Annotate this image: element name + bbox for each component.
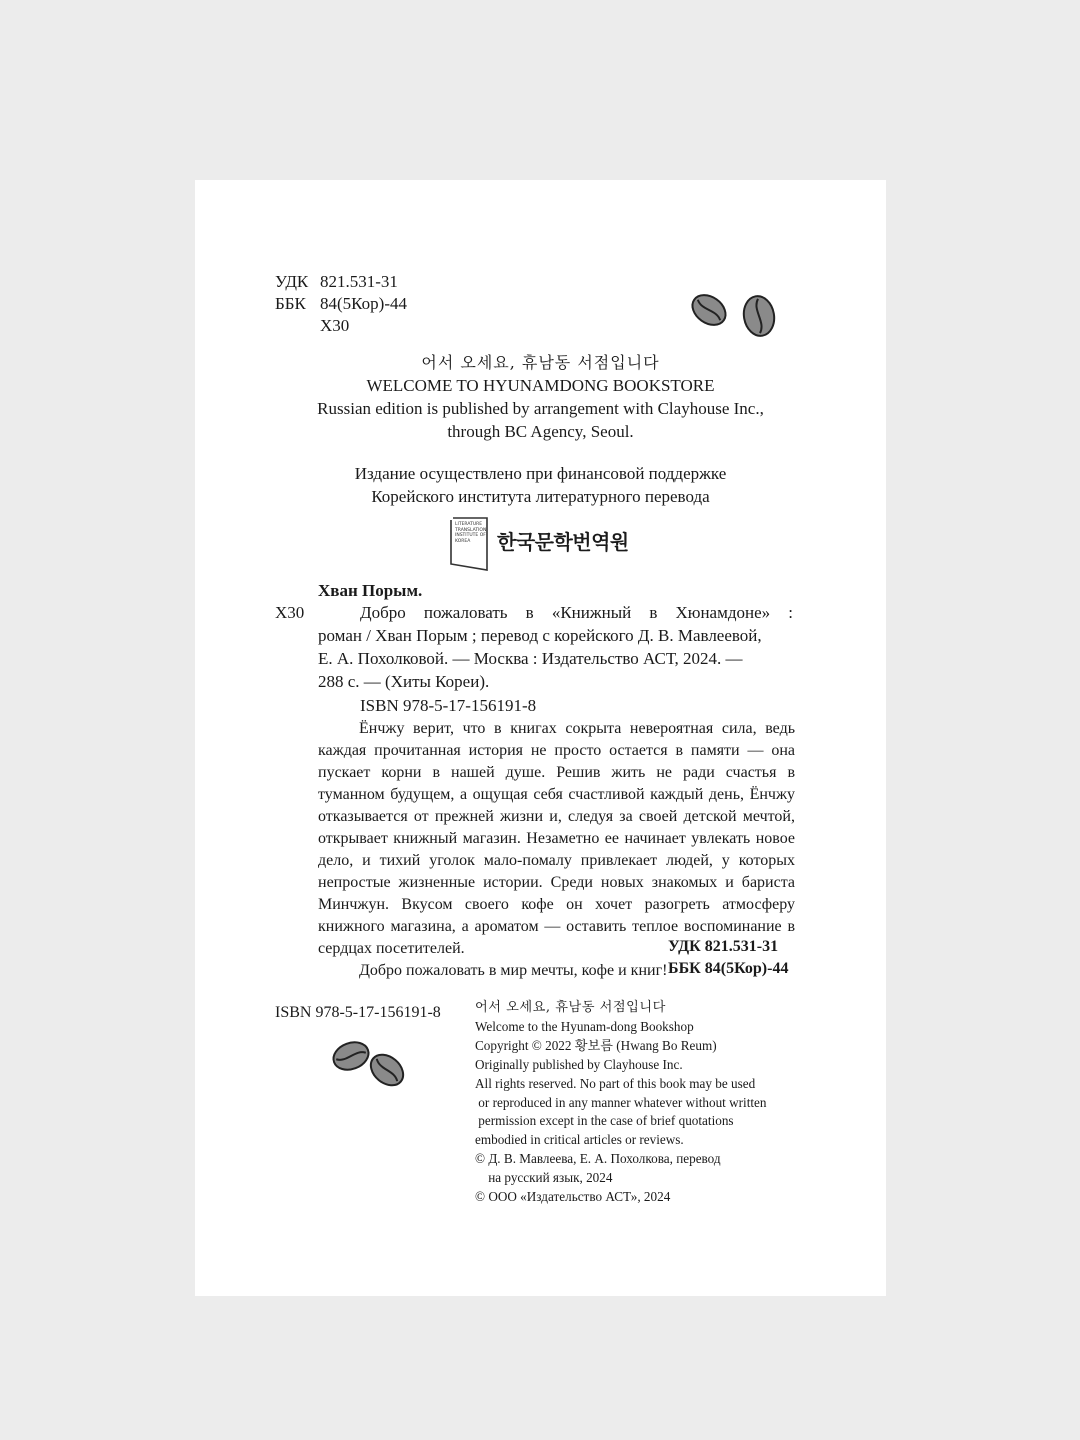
book-imprint-page bbox=[195, 180, 886, 1296]
copyright-line: or reproduced in any manner whatever without written bbox=[475, 1094, 767, 1110]
support-line: Корейского института литературного перевода bbox=[371, 487, 710, 506]
copyright-line: © Д. В. Мавлеева, Е. А. Похолкова, перевод bbox=[475, 1151, 721, 1167]
logo-label bbox=[455, 522, 489, 544]
copyright-block bbox=[475, 999, 815, 1207]
support-statement bbox=[195, 462, 886, 508]
logo-label-line: KOREA bbox=[455, 538, 471, 544]
classification-codes bbox=[668, 936, 788, 980]
footer-isbn: ISBN 978-5-17-156191-8 bbox=[275, 1004, 441, 1021]
index-label bbox=[275, 314, 320, 336]
logo-label-line: LITERATURE bbox=[455, 522, 483, 527]
coffee-beans-icon bbox=[329, 1036, 413, 1092]
bibliographic-description bbox=[318, 601, 793, 693]
udk-code: УДК 821.531-31 bbox=[668, 938, 779, 955]
copyright-line: Originally published by Clayhouse Inc. bbox=[475, 1056, 683, 1072]
bbk-code: ББК 84(5Кор)-44 bbox=[668, 960, 789, 977]
biblio-line: 288 с. — (Хиты Кореи). bbox=[318, 672, 490, 691]
index-value: 84(5Кор)-44 bbox=[320, 294, 407, 313]
index-value: Х30 bbox=[320, 316, 350, 335]
logo-label-line: TRANSLATION bbox=[455, 527, 487, 533]
copyright-line: 어서 오세요, 휴남동 서점입니다 bbox=[475, 1000, 666, 1015]
english-title: WELCOME TO HYUNAMDONG BOOKSTORE bbox=[366, 376, 715, 395]
index-row bbox=[275, 292, 475, 314]
annotation-closing: Добро пожаловать в мир мечты, кофе и книг! bbox=[359, 962, 668, 979]
copyright-line: на русский язык, 2024 bbox=[475, 1170, 613, 1186]
classification-index bbox=[275, 270, 475, 336]
copyright-line: All rights reserved. No part of this book may be used bbox=[475, 1075, 756, 1091]
support-line: Издание осуществлено при финансовой поддержке bbox=[354, 464, 727, 483]
copyright-line: Copyright © 2022 황보름 (Hwang Bo Reum) bbox=[475, 1037, 717, 1053]
index-row bbox=[275, 314, 475, 336]
biblio-line: Добро пожаловать в «Книжный в Хюнамдоне» : bbox=[360, 603, 793, 622]
biblio-line: роман / Хван Порым ; перевод с корейского Д. В. Мавлеевой, bbox=[318, 626, 762, 645]
copyright-line: permission except in the case of brief quotations bbox=[475, 1113, 734, 1129]
index-row bbox=[275, 270, 475, 292]
annotation-paragraph: Ёнчжу верит, что в книгах сокрыта невероятная сила, ведь каждая прочитанная история не просто остается в памяти — она пускает корни в нашей душе. Решив жить не ради счастья в туманном будущем, а ощущая себя счастливой каждый день, Ёнчжу отказывается от прежней жизни и, следуя за своей детской мечтой, открывает книжный магазин. Незаметно ее начинает увлекать новое дело, и тихий уголок мало-помалу привлекает людей, у которых непростые жизненные истории. Среди новых знакомых и бариста Минчжун. Вкусом своего кофе он хочет разогреть атмосферу книжного магазина, а ароматом — оставить теплое воспоминание в сердцах посетителей. bbox=[318, 720, 795, 957]
isbn: ISBN 978-5-17-156191-8 bbox=[360, 696, 537, 715]
copyright-line: © ООО «Издательство АСТ», 2024 bbox=[475, 1189, 671, 1205]
index-label: УДК bbox=[275, 272, 309, 291]
biblio-line: Е. А. Похолковой. — Москва : Издательство АСТ, 2024. — bbox=[318, 649, 743, 668]
lti-korea-logo bbox=[449, 516, 649, 572]
logo-korean-name: 한국문학번역원 bbox=[497, 530, 629, 554]
index-value: 821.531-31 bbox=[320, 272, 398, 291]
author-code: Х30 bbox=[275, 603, 305, 622]
coffee-beans-icon bbox=[689, 288, 785, 340]
rights-line: Russian edition is published by arrangement with Clayhouse Inc., bbox=[317, 399, 764, 418]
logo-label-line: INSTITUTE OF bbox=[455, 533, 486, 538]
index-label: ББК bbox=[275, 294, 306, 313]
korean-title: 어서 오세요, 휴남동 서점입니다 bbox=[421, 353, 660, 372]
copyright-line: Welcome to the Hyunam-dong Bookshop bbox=[475, 1018, 694, 1034]
title-block bbox=[195, 351, 886, 443]
copyright-line: embodied in critical articles or reviews. bbox=[475, 1132, 684, 1148]
author-name: Хван Порым. bbox=[318, 581, 423, 600]
rights-line: through BC Agency, Seoul. bbox=[447, 422, 634, 441]
